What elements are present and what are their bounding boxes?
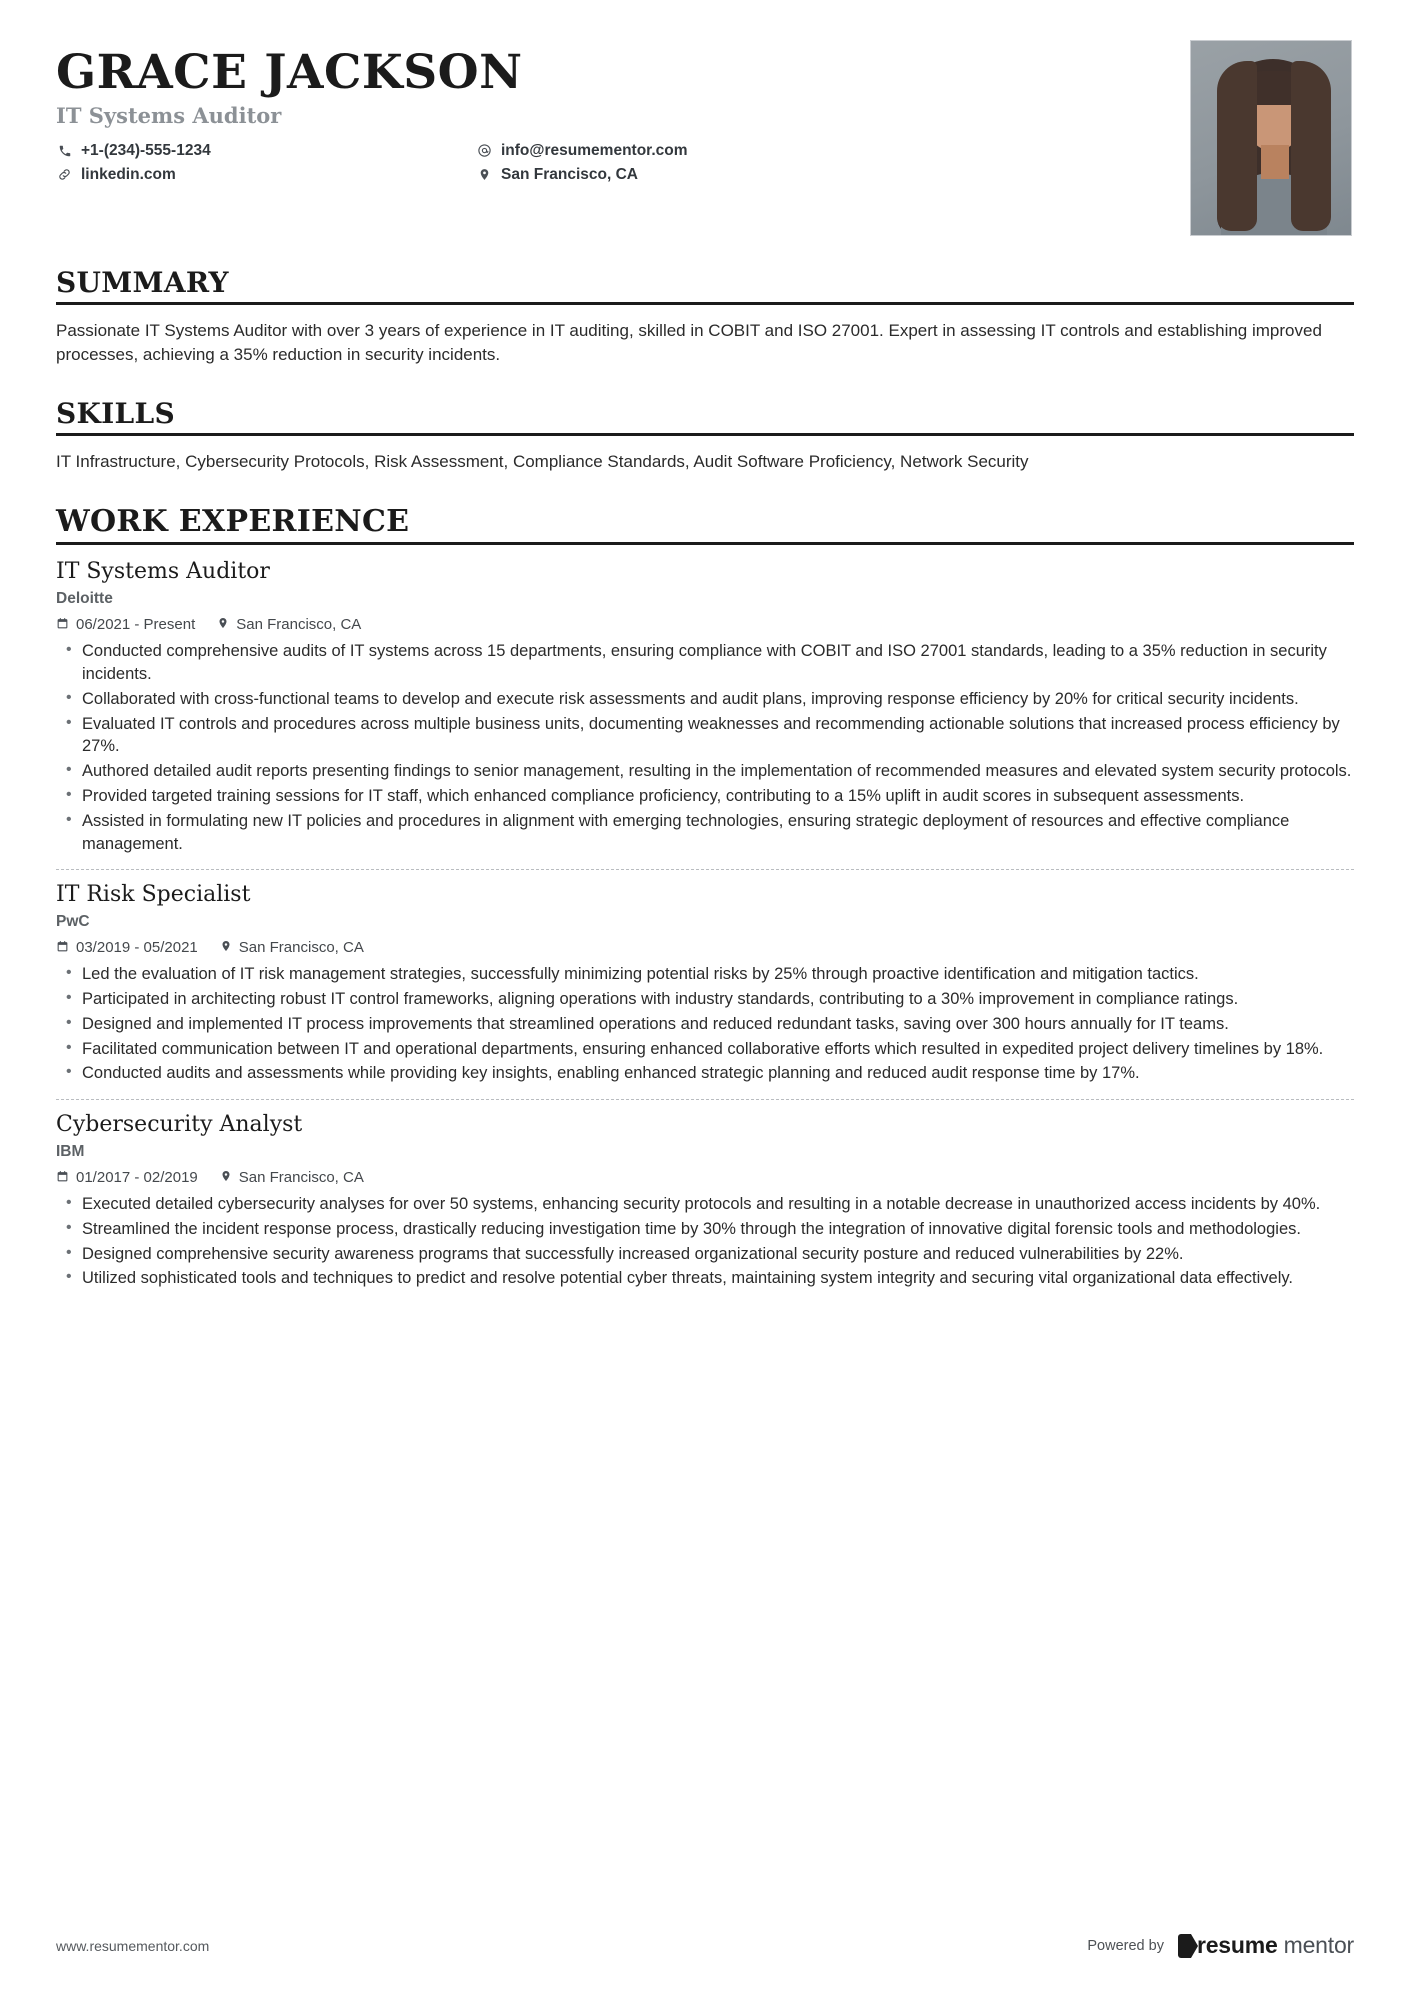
list-item: • Conducted audits and assessments while providing key insights, enabling enhanced strategic planning and reduced audit response time by 17%. xyxy=(56,1062,1354,1085)
job-bullets xyxy=(56,1193,1354,1290)
link-icon xyxy=(56,167,73,182)
brand-name-bold: resume xyxy=(1196,1932,1278,1958)
contact-email[interactable] xyxy=(476,142,688,160)
job-company: Deloitte xyxy=(56,590,113,608)
job-dates xyxy=(56,939,198,956)
location-pin-icon xyxy=(476,167,493,182)
location-pin-icon xyxy=(217,616,229,633)
contact-linkedin-text: linkedin.com xyxy=(81,165,176,183)
job-meta xyxy=(56,939,1354,956)
list-item: • Led the evaluation of IT risk management strategies, successfully minimizing potential risks by 25% through proactive identification and mitigation tactics. xyxy=(56,963,1354,986)
job-location xyxy=(220,1169,364,1186)
resumementor-logo[interactable] xyxy=(1178,1932,1354,1959)
list-item: • Executed detailed cybersecurity analyses for over 50 systems, enhancing security protocols and resulting in a notable decrease in unauthorized access incidents by 40%. xyxy=(56,1193,1354,1216)
job-meta xyxy=(56,616,1354,633)
section-summary xyxy=(56,266,1354,367)
list-item: • Collaborated with cross-functional teams to develop and execute risk assessments and audit plans, improving response efficiency by 20% for critical security incidents. xyxy=(56,688,1354,711)
list-item: • Designed and implemented IT process improvements that streamlined operations and reduced redundant tasks, saving over 300 hours annually for IT teams. xyxy=(56,1013,1354,1036)
divider xyxy=(56,1099,1354,1100)
contact-linkedin[interactable] xyxy=(56,166,476,184)
contact-list xyxy=(56,142,688,184)
skills-text: IT Infrastructure, Cybersecurity Protocols, Risk Assessment, Compliance Standards, Audit Software Proficiency, Network Security xyxy=(56,452,1029,472)
list-item: • Evaluated IT controls and procedures across multiple business units, documenting weaknesses and recommending actionable solutions that increased process efficiency by 27%. xyxy=(56,713,1354,759)
contact-phone-text: +1-(234)-555-1234 xyxy=(81,141,211,159)
job-role: IT Risk Specialist xyxy=(56,882,251,908)
job-company: PwC xyxy=(56,913,90,931)
experience-item xyxy=(56,882,1354,1085)
contact-location xyxy=(476,166,688,184)
job-role: Cybersecurity Analyst xyxy=(56,1112,303,1138)
phone-icon xyxy=(56,144,73,158)
job-location-text: San Francisco, CA xyxy=(238,939,364,957)
divider xyxy=(56,869,1354,870)
list-item: • Facilitated communication between IT and operational departments, ensuring enhanced collaborative efforts which resulted in expedited project delivery timelines by 18%. xyxy=(56,1038,1354,1061)
page-title: GRACE JACKSON xyxy=(56,45,523,100)
list-item: • Streamlined the incident response process, drastically reducing investigation time by 30% through the integration of innovative digital forensic tools and methodologies. xyxy=(56,1218,1354,1241)
job-bullets xyxy=(56,963,1354,1085)
section-skills xyxy=(56,397,1354,474)
job-dates-text: 01/2017 - 02/2019 xyxy=(76,1169,198,1187)
list-item: • Designed comprehensive security awareness programs that successfully increased organizational security posture and reduced vulnerabilities by 22%. xyxy=(56,1243,1354,1266)
skills-heading: SKILLS xyxy=(56,397,1354,436)
bookmark-icon xyxy=(1178,1934,1191,1958)
job-dates xyxy=(56,616,195,633)
page-footer xyxy=(56,1932,1354,1959)
experience-heading: WORK EXPERIENCE xyxy=(56,504,1354,545)
experience-item xyxy=(56,559,1354,855)
job-location xyxy=(220,939,364,956)
contact-phone[interactable] xyxy=(56,142,476,160)
list-item: • Utilized sophisticated tools and techniques to predict and resolve potential cyber threats, maintaining system integrity and securing vital organizational data effectively. xyxy=(56,1267,1354,1290)
calendar-icon xyxy=(56,940,69,956)
job-role: IT Systems Auditor xyxy=(56,559,270,585)
job-location xyxy=(217,616,361,633)
summary-text: Passionate IT Systems Auditor with over 3 years of experience in IT auditing, skilled in COBIT and ISO 27001. Expert in assessing IT controls and establishing improved processes, achieving a 35% reduction in security incidents. xyxy=(56,321,1322,365)
job-meta xyxy=(56,1169,1354,1186)
resume-header xyxy=(56,40,1354,236)
avatar xyxy=(1190,40,1352,236)
contact-location-text: San Francisco, CA xyxy=(501,165,638,183)
brand-name-light: mentor xyxy=(1283,1932,1354,1958)
list-item: • Conducted comprehensive audits of IT systems across 15 departments, ensuring compliance with COBIT and ISO 27001 standards, leading to a 35% reduction in security incidents. xyxy=(56,640,1354,686)
job-dates xyxy=(56,1169,198,1186)
job-dates-text: 06/2021 - Present xyxy=(76,616,196,634)
job-bullets xyxy=(56,640,1354,855)
job-company: IBM xyxy=(56,1143,85,1161)
list-item: • Provided targeted training sessions for IT staff, which enhanced compliance proficiency, contributing to a 15% uplift in audit scores in subsequent assessments. xyxy=(56,785,1354,808)
calendar-icon xyxy=(56,617,69,633)
job-location-text: San Francisco, CA xyxy=(236,616,362,634)
list-item: • Authored detailed audit reports presenting findings to senior management, resulting in the implementation of recommended measures and elevated system security protocols. xyxy=(56,760,1354,783)
experience-item xyxy=(56,1112,1354,1290)
job-dates-text: 03/2019 - 05/2021 xyxy=(76,939,198,957)
job-location-text: San Francisco, CA xyxy=(238,1169,364,1187)
footer-brand-area xyxy=(1087,1932,1354,1959)
list-item: • Participated in architecting robust IT control frameworks, aligning operations with industry standards, contributing to a 30% improvement in compliance ratings. xyxy=(56,988,1354,1011)
header-job-title: IT Systems Auditor xyxy=(56,102,282,128)
location-pin-icon xyxy=(220,939,232,956)
summary-heading: SUMMARY xyxy=(56,266,1354,305)
list-item: • Assisted in formulating new IT policies and procedures in alignment with emerging technologies, ensuring strategic deployment of resources and effective compliance management. xyxy=(56,810,1354,856)
location-pin-icon xyxy=(220,1169,232,1186)
email-icon xyxy=(476,143,493,158)
footer-website[interactable]: www.resumementor.com xyxy=(56,1937,210,1954)
calendar-icon xyxy=(56,1170,69,1186)
contact-email-text: info@resumementor.com xyxy=(501,141,688,159)
header-left xyxy=(56,40,688,184)
powered-by-label: Powered by xyxy=(1087,1937,1164,1954)
section-work-experience xyxy=(56,504,1354,1290)
